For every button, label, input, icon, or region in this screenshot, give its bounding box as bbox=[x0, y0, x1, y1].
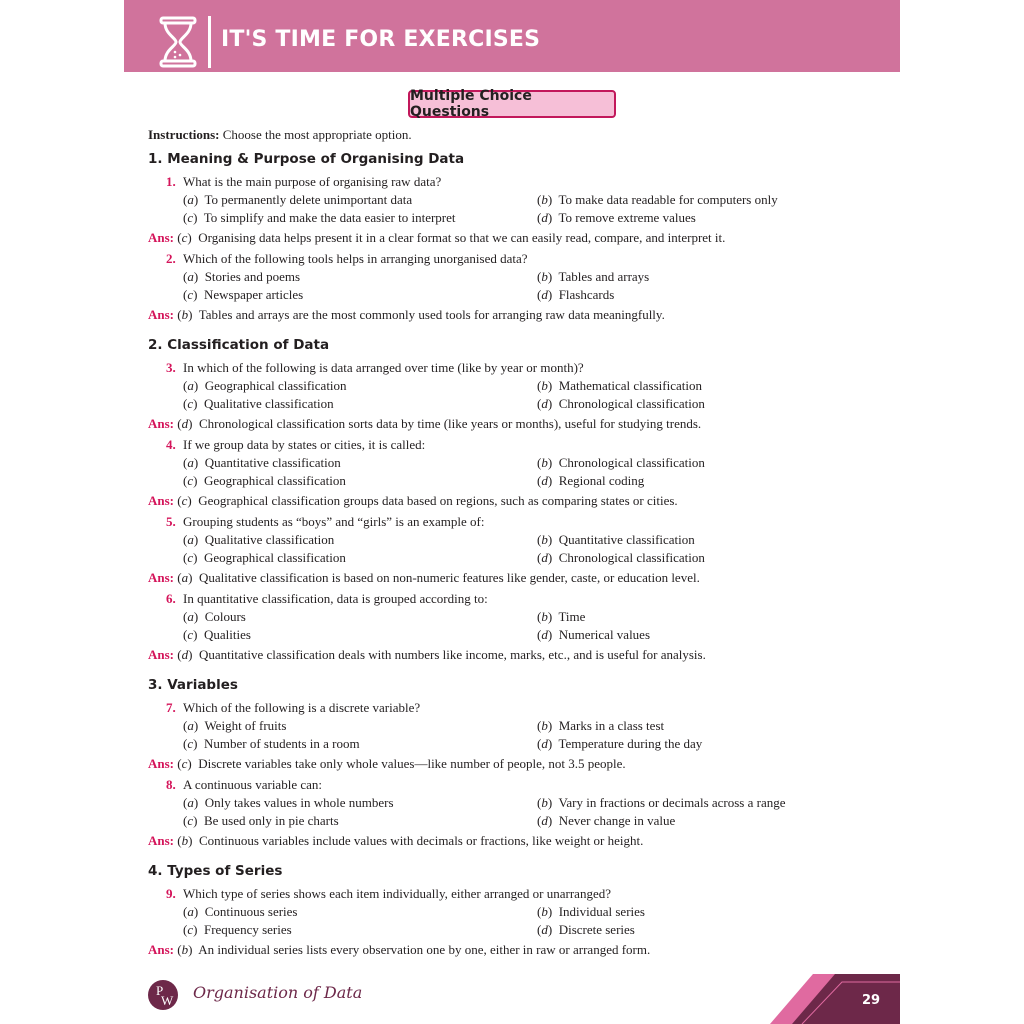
option bbox=[537, 735, 837, 753]
option bbox=[537, 395, 837, 413]
question-number: 5. bbox=[166, 514, 176, 529]
option bbox=[183, 395, 537, 413]
option-key: (d) bbox=[537, 922, 553, 937]
option bbox=[183, 209, 537, 227]
options-grid bbox=[148, 903, 888, 939]
logo-letter-w: W bbox=[161, 993, 174, 1008]
answer bbox=[148, 415, 888, 433]
answer bbox=[148, 755, 888, 773]
answer-key: (d) bbox=[177, 416, 193, 431]
answer-label: Ans: bbox=[148, 570, 175, 585]
answer-key: (b) bbox=[177, 833, 193, 848]
option-text: Never change in value bbox=[558, 813, 676, 828]
option bbox=[183, 794, 537, 812]
option bbox=[537, 209, 837, 227]
option-text: Marks in a class test bbox=[558, 718, 665, 733]
question-number: 8. bbox=[166, 777, 176, 792]
option-key: (a) bbox=[183, 532, 199, 547]
option-key: (c) bbox=[183, 210, 198, 225]
option bbox=[537, 531, 837, 549]
answer-key: (c) bbox=[177, 756, 192, 771]
question-number: 7. bbox=[166, 700, 176, 715]
option-key: (a) bbox=[183, 269, 199, 284]
answer-label: Ans: bbox=[148, 833, 175, 848]
option-text: Mathematical classification bbox=[558, 378, 702, 393]
option-key: (a) bbox=[183, 455, 199, 470]
option bbox=[537, 286, 837, 304]
option bbox=[183, 626, 537, 644]
option-text: Qualities bbox=[203, 627, 251, 642]
option bbox=[537, 812, 837, 830]
answer-key: (b) bbox=[177, 307, 193, 322]
question-text: Which type of series shows each item individually, either arranged or unarranged? bbox=[183, 886, 611, 901]
option-key: (c) bbox=[183, 736, 198, 751]
option bbox=[183, 608, 537, 626]
option bbox=[183, 717, 537, 735]
page bbox=[124, 0, 900, 1024]
answer bbox=[148, 569, 888, 587]
question-text: In quantitative classification, data is grouped according to: bbox=[183, 591, 488, 606]
question-text: Which of the following is a discrete variable? bbox=[183, 700, 421, 715]
section-gap bbox=[148, 962, 888, 967]
option-text: Tables and arrays bbox=[558, 269, 650, 284]
logo-letter-p: P bbox=[156, 983, 164, 998]
question-number: 3. bbox=[166, 360, 176, 375]
question-text: A continuous variable can: bbox=[183, 777, 322, 792]
question bbox=[148, 885, 888, 903]
option bbox=[537, 608, 837, 626]
option-text: Geographical classification bbox=[204, 378, 347, 393]
option-key: (d) bbox=[537, 550, 553, 565]
instructions-label: Instructions: bbox=[148, 127, 220, 142]
option-text: Qualitative classification bbox=[204, 532, 335, 547]
question-text: Grouping students as “boys” and “girls” is an example of: bbox=[183, 514, 485, 529]
option-key: (b) bbox=[537, 269, 553, 284]
question-text: Which of the following tools helps in arranging unorganised data? bbox=[183, 251, 528, 266]
option-key: (b) bbox=[537, 718, 553, 733]
question-number: 1. bbox=[166, 174, 176, 189]
option-key: (d) bbox=[537, 473, 553, 488]
section-badge: Multiple Choice Questions bbox=[408, 90, 616, 118]
option bbox=[537, 903, 837, 921]
option-text: Continuous series bbox=[204, 904, 298, 919]
option-text: Discrete series bbox=[558, 922, 635, 937]
option-key: (c) bbox=[183, 813, 198, 828]
option-key: (c) bbox=[183, 922, 198, 937]
option bbox=[183, 549, 537, 567]
answer-text: Qualitative classification is based on non-numeric features like gender, caste, or education level. bbox=[198, 570, 700, 585]
options-grid bbox=[148, 608, 888, 644]
option bbox=[537, 268, 837, 286]
section-gap bbox=[148, 853, 888, 858]
option-key: (b) bbox=[537, 609, 553, 624]
option bbox=[183, 454, 537, 472]
option bbox=[537, 549, 837, 567]
answer-label: Ans: bbox=[148, 416, 175, 431]
option-text: Chronological classification bbox=[558, 396, 705, 411]
section-heading: 4. Types of Series bbox=[148, 863, 283, 879]
option bbox=[183, 735, 537, 753]
page-number: 29 bbox=[862, 993, 881, 1008]
answer-text: Quantitative classification deals with numbers like income, marks, etc., and is useful for analysis. bbox=[198, 647, 706, 662]
exercise-banner bbox=[124, 0, 900, 72]
section-heading: 2. Classification of Data bbox=[148, 337, 330, 353]
question bbox=[148, 436, 888, 454]
question bbox=[148, 359, 888, 377]
answer-text: An individual series lists every observation one by one, either in raw or arranged form. bbox=[198, 942, 651, 957]
instructions-text: Choose the most appropriate option. bbox=[219, 127, 412, 142]
answer-label: Ans: bbox=[148, 493, 175, 508]
question bbox=[148, 173, 888, 191]
options-grid bbox=[148, 531, 888, 567]
question bbox=[148, 699, 888, 717]
option bbox=[183, 903, 537, 921]
answer-text: Geographical classification groups data based on regions, such as comparing states or cities. bbox=[198, 493, 678, 508]
option bbox=[183, 191, 537, 209]
option-key: (c) bbox=[183, 287, 198, 302]
answer-key: (c) bbox=[177, 230, 192, 245]
option-key: (a) bbox=[183, 795, 199, 810]
question-number: 6. bbox=[166, 591, 176, 606]
option-key: (a) bbox=[183, 609, 199, 624]
answer-text: Chronological classification sorts data by time (like years or months), useful for studying trends. bbox=[198, 416, 702, 431]
option bbox=[183, 921, 537, 939]
answer-label: Ans: bbox=[148, 647, 175, 662]
options-grid bbox=[148, 454, 888, 490]
answer bbox=[148, 306, 888, 324]
question-number: 4. bbox=[166, 437, 176, 452]
option-text: To simplify and make the data easier to interpret bbox=[203, 210, 456, 225]
option-key: (c) bbox=[183, 627, 198, 642]
answer-label: Ans: bbox=[148, 942, 175, 957]
option-text: To make data readable for computers only bbox=[558, 192, 778, 207]
option-text: Numerical values bbox=[558, 627, 651, 642]
answer-text: Discrete variables take only whole values—like number of people, not 3.5 people. bbox=[198, 756, 626, 771]
answer bbox=[148, 941, 888, 959]
option-text: Geographical classification bbox=[203, 473, 346, 488]
chapter-title: Organisation of Data bbox=[193, 983, 363, 1002]
answer bbox=[148, 832, 888, 850]
option-text: Newspaper articles bbox=[203, 287, 304, 302]
option bbox=[183, 812, 537, 830]
option-key: (b) bbox=[537, 192, 553, 207]
question-text: If we group data by states or cities, it is called: bbox=[183, 437, 426, 452]
option-key: (b) bbox=[537, 455, 553, 470]
option-text: To permanently delete unimportant data bbox=[204, 192, 413, 207]
answer-label: Ans: bbox=[148, 307, 175, 322]
option bbox=[537, 191, 837, 209]
answer-key: (c) bbox=[177, 493, 192, 508]
option-key: (d) bbox=[537, 287, 553, 302]
option-text: Number of students in a room bbox=[203, 736, 360, 751]
section-heading: 1. Meaning & Purpose of Organising Data bbox=[148, 151, 465, 167]
option-text: Time bbox=[558, 609, 586, 624]
option-text: Quantitative classification bbox=[204, 455, 341, 470]
option-text: Be used only in pie charts bbox=[203, 813, 339, 828]
option bbox=[183, 286, 537, 304]
option-key: (d) bbox=[537, 627, 553, 642]
answer-text: Organising data helps present it in a clear format so that we can easily read, compare, and interpret it. bbox=[198, 230, 726, 245]
option-text: Temperature during the day bbox=[558, 736, 703, 751]
question-number: 2. bbox=[166, 251, 176, 266]
option-key: (c) bbox=[183, 550, 198, 565]
section-heading: 3. Variables bbox=[148, 677, 238, 693]
option-text: Weight of fruits bbox=[204, 718, 287, 733]
section-gap bbox=[148, 667, 888, 672]
answer bbox=[148, 492, 888, 510]
answer-key: (b) bbox=[177, 942, 193, 957]
option bbox=[537, 377, 837, 395]
question-number: 9. bbox=[166, 886, 176, 901]
answer-key: (a) bbox=[177, 570, 193, 585]
option-text: Quantitative classification bbox=[558, 532, 695, 547]
option bbox=[183, 531, 537, 549]
option-key: (d) bbox=[537, 813, 553, 828]
option-key: (b) bbox=[537, 378, 553, 393]
option-key: (a) bbox=[183, 378, 199, 393]
option bbox=[537, 794, 837, 812]
option bbox=[537, 717, 837, 735]
options-grid bbox=[148, 377, 888, 413]
options-grid bbox=[148, 794, 888, 830]
option-text: Regional coding bbox=[558, 473, 645, 488]
option-key: (a) bbox=[183, 718, 199, 733]
option bbox=[183, 472, 537, 490]
hourglass-icon bbox=[158, 16, 198, 68]
answer-text: Tables and arrays are the most commonly used tools for arranging raw data meaningfully. bbox=[198, 307, 665, 322]
answer-label: Ans: bbox=[148, 756, 175, 771]
question-text: What is the main purpose of organising raw data? bbox=[183, 174, 442, 189]
option-text: Geographical classification bbox=[203, 550, 346, 565]
option bbox=[537, 921, 837, 939]
option-key: (b) bbox=[537, 532, 553, 547]
option-text: Colours bbox=[204, 609, 246, 624]
option-text: Flashcards bbox=[558, 287, 615, 302]
option-text: Individual series bbox=[558, 904, 645, 919]
option-text: Frequency series bbox=[203, 922, 292, 937]
question bbox=[148, 590, 888, 608]
page-tab-decoration bbox=[770, 974, 900, 1024]
banner-title: IT'S TIME FOR EXERCISES bbox=[221, 27, 541, 52]
exercise-content bbox=[148, 126, 888, 967]
option bbox=[537, 472, 837, 490]
option-key: (b) bbox=[537, 904, 553, 919]
question-text: In which of the following is data arranged over time (like by year or month)? bbox=[183, 360, 584, 375]
options-grid bbox=[148, 191, 888, 227]
option-text: Chronological classification bbox=[558, 550, 705, 565]
option-text: To remove extreme values bbox=[558, 210, 696, 225]
options-grid bbox=[148, 268, 888, 304]
option-text: Only takes values in whole numbers bbox=[204, 795, 394, 810]
option-key: (c) bbox=[183, 473, 198, 488]
option-key: (b) bbox=[537, 795, 553, 810]
option-text: Vary in fractions or decimals across a range bbox=[558, 795, 786, 810]
option-text: Qualitative classification bbox=[203, 396, 334, 411]
answer-label: Ans: bbox=[148, 230, 175, 245]
options-grid bbox=[148, 717, 888, 753]
section-gap bbox=[148, 327, 888, 332]
banner-divider bbox=[208, 16, 211, 68]
question bbox=[148, 250, 888, 268]
option-key: (d) bbox=[537, 210, 553, 225]
option bbox=[183, 268, 537, 286]
option-key: (c) bbox=[183, 396, 198, 411]
option-key: (a) bbox=[183, 904, 199, 919]
option-key: (d) bbox=[537, 736, 553, 751]
answer-key: (d) bbox=[177, 647, 193, 662]
answer bbox=[148, 646, 888, 664]
option bbox=[537, 626, 837, 644]
question bbox=[148, 776, 888, 794]
answer-text: Continuous variables include values with decimals or fractions, like weight or height. bbox=[198, 833, 644, 848]
option-text: Stories and poems bbox=[204, 269, 301, 284]
question bbox=[148, 513, 888, 531]
option-text: Chronological classification bbox=[558, 455, 705, 470]
instructions bbox=[148, 126, 888, 144]
option bbox=[537, 454, 837, 472]
option bbox=[183, 377, 537, 395]
pw-logo bbox=[148, 980, 178, 1010]
option-key: (a) bbox=[183, 192, 199, 207]
option-key: (d) bbox=[537, 396, 553, 411]
answer bbox=[148, 229, 888, 247]
